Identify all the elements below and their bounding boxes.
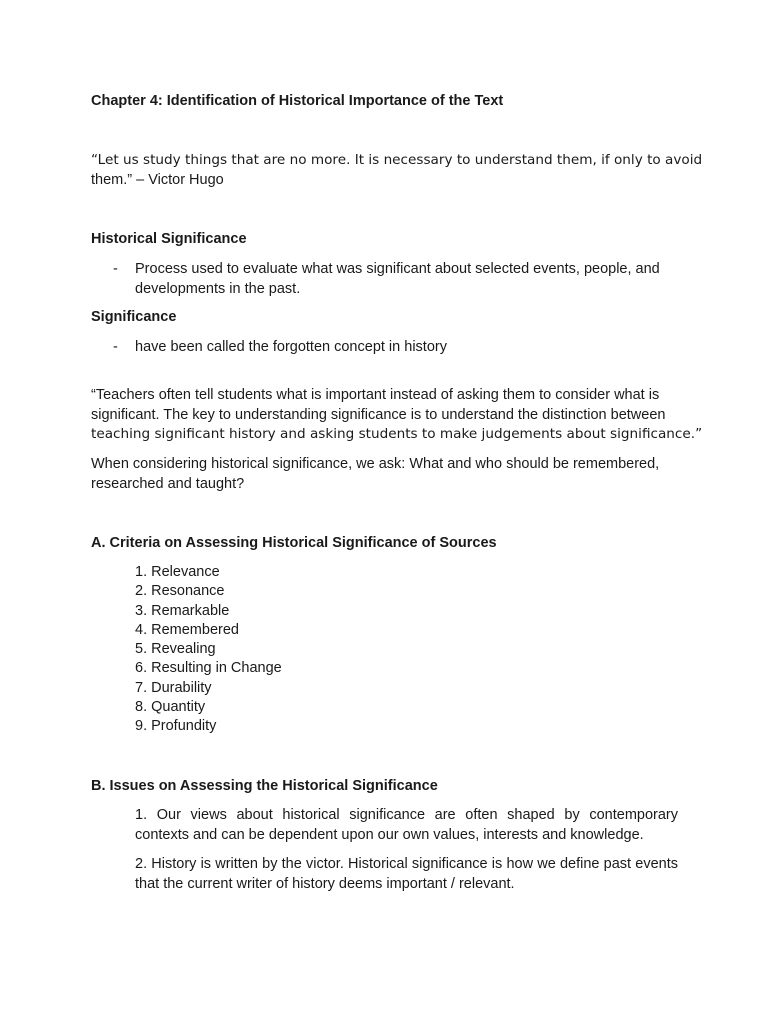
issue-paragraph-2: 2. History is written by the victor. Historical significance is how we define past events that the current writer of history deems important / relevant. (135, 856, 678, 892)
bullet-text: have been called the forgotten concept in history (135, 339, 447, 355)
significance-heading: Significance (91, 309, 177, 325)
significance-bullet (113, 338, 683, 358)
teachers-quote-line-2: significant. The key to understanding significance is to understand the distinction between (91, 406, 666, 423)
bullet-text (135, 260, 683, 299)
list-item: 9. Profundity (135, 718, 217, 735)
hugo-quote (91, 151, 703, 190)
list-item: 4. Remembered (135, 621, 239, 638)
bullet-text-line-2: developments in the past. (135, 280, 301, 297)
teachers-quote (91, 386, 703, 445)
chapter-title: Chapter 4: Identification of Historical Importance of the Text (91, 93, 504, 109)
teachers-quote-line-3: teaching significant history and asking students to make judgements about significance.” (91, 426, 703, 442)
considering-paragraph (91, 455, 691, 494)
bullet-text-line-1: Process used to evaluate what was significant about selected events, people, and (135, 261, 660, 277)
list-item: 5. Revealing (135, 641, 216, 658)
list-item: 2. Resonance (135, 583, 225, 600)
bullet-dash: - (113, 339, 118, 355)
list-item: 6. Resulting in Change (135, 660, 282, 677)
hugo-quote-line-1: “Let us study things that are no more. It is necessary to understand them, if only to avoid (91, 152, 703, 168)
section-a-heading: A. Criteria on Assessing Historical Significance of Sources (91, 535, 497, 551)
criteria-list (135, 563, 282, 737)
historical-significance-bullet (113, 260, 683, 300)
historical-significance-heading: Historical Significance (91, 231, 247, 247)
list-item: 1. Relevance (135, 564, 220, 580)
considering-line-2: researched and taught? (91, 475, 245, 492)
list-item: 8. Quantity (135, 699, 206, 716)
bullet-dash: - (113, 261, 118, 277)
list-item: 7. Durability (135, 679, 212, 696)
hugo-quote-line-2: them.” – Victor Hugo (91, 171, 224, 188)
list-item: 3. Remarkable (135, 602, 230, 619)
issue-paragraph-1: 1. Our views about historical significance are often shaped by contemporary contexts and can be dependent upon our own values, interests and knowledge. (135, 807, 678, 843)
teachers-quote-line-1: “Teachers often tell students what is important instead of asking them to consider what is (91, 387, 660, 403)
section-b-heading: B. Issues on Assessing the Historical Significance (91, 778, 438, 794)
considering-line-1: When considering historical significance, we ask: What and who should be remembered, (91, 456, 660, 472)
